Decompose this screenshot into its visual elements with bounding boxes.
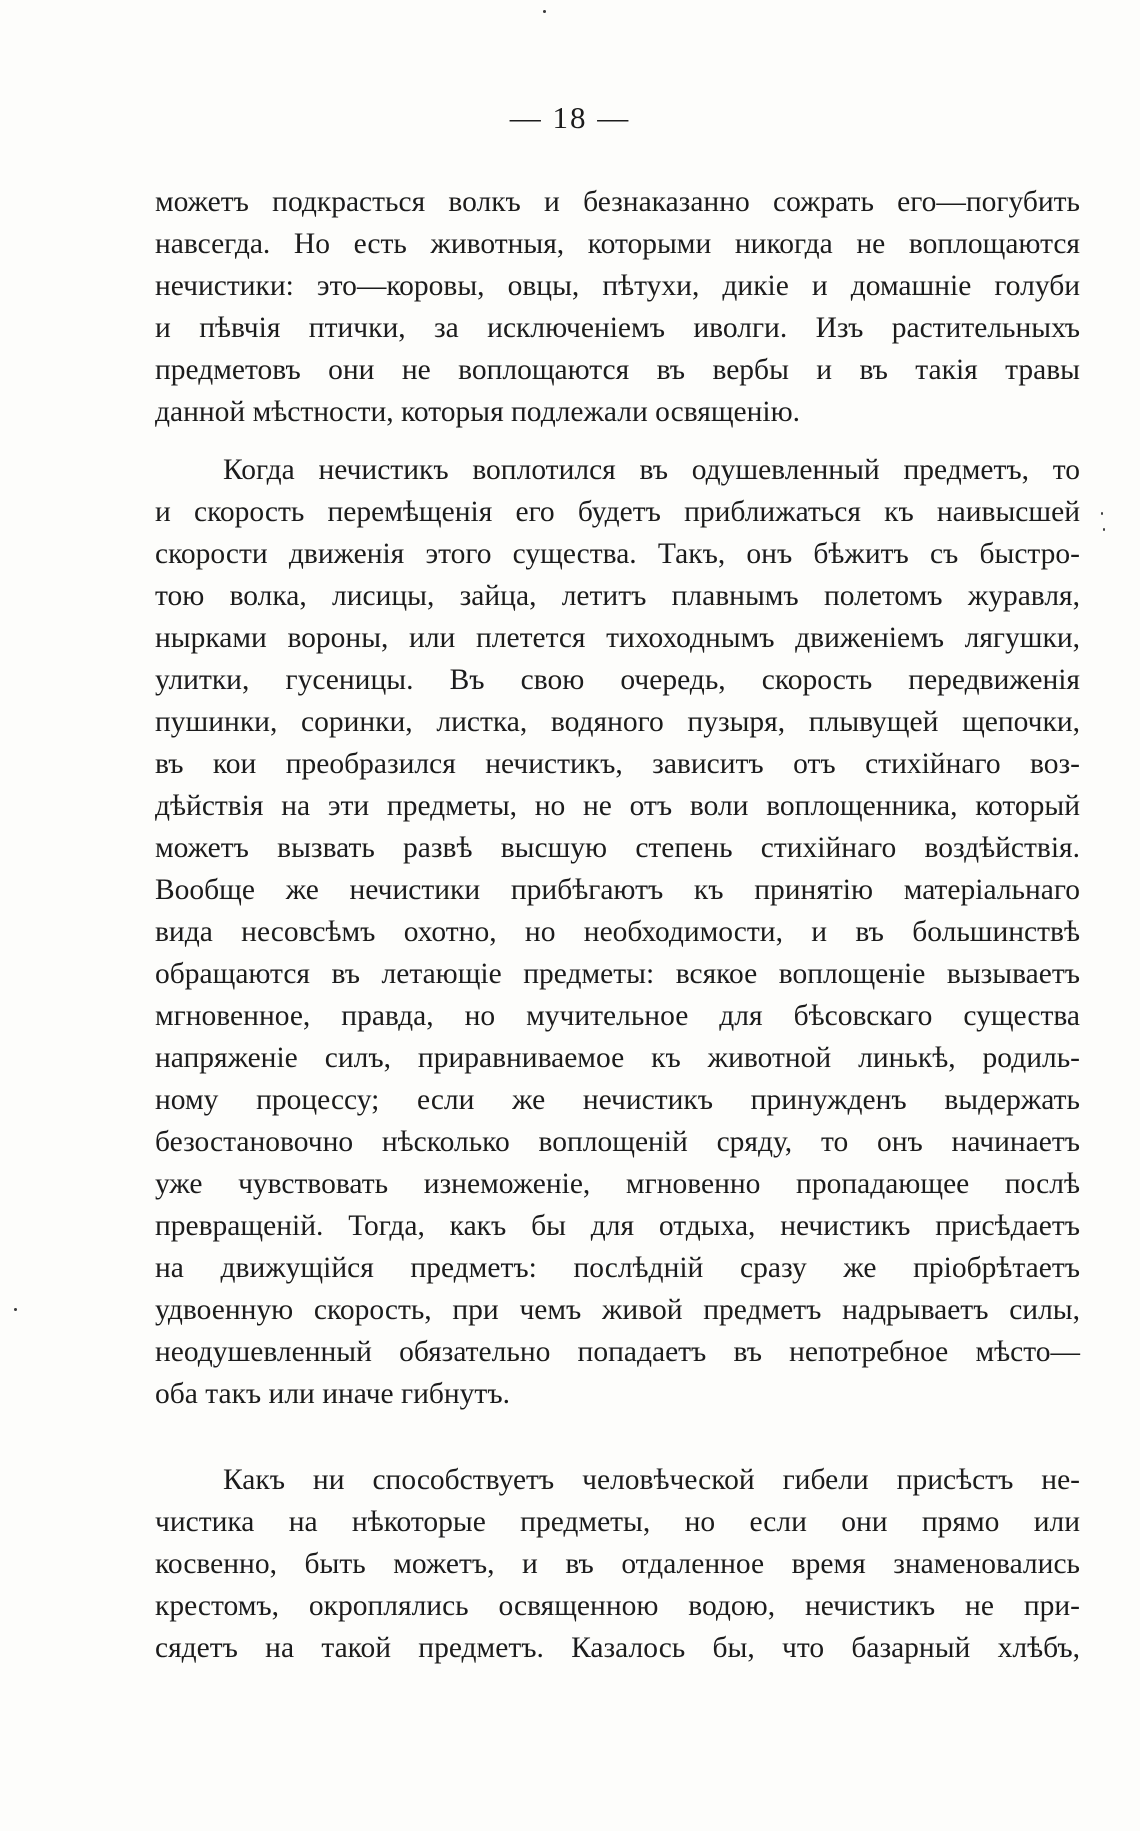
- text-line: мгновенное, правда, но мучительное для бѣсовскаго существа: [155, 1000, 1080, 1032]
- text-line: уже чувствовать изнеможеніе, мгновенно пропадающее послѣ: [155, 1168, 1080, 1200]
- text-line: превращеній. Тогда, какъ бы для отдыха, нечистикъ присѣдаетъ: [155, 1210, 1080, 1242]
- text-line: навсегда. Но есть животныя, которыми никогда не воплощаются: [155, 228, 1080, 260]
- text-line: оба такъ или иначе гибнутъ.: [155, 1378, 510, 1410]
- paragraph-1: [155, 181, 1080, 433]
- print-speck: [14, 1308, 17, 1311]
- text-line: вида несовсѣмъ охотно, но необходимости, и въ большинствѣ: [155, 916, 1080, 948]
- text-line: Когда нечистикъ воплотился въ одушевленный предметъ, то: [223, 454, 1080, 486]
- text-line: чистика на нѣкоторые предметы, но если они прямо или: [155, 1506, 1080, 1538]
- print-speck: [543, 10, 546, 13]
- text-line: на движущійся предметъ: послѣдній сразу же пріобрѣтаетъ: [155, 1252, 1080, 1284]
- page-number: — 18 —: [509, 100, 631, 135]
- text-line: скорости движенія этого существа. Такъ, онъ бѣжитъ съ быстро-: [155, 538, 1080, 570]
- text-line: улитки, гусеницы. Въ свою очередь, скорость передвиженія: [155, 664, 1080, 696]
- print-speck: [1101, 512, 1103, 515]
- text-line: сядетъ на такой предметъ. Казалось бы, что базарный хлѣбъ,: [155, 1632, 1080, 1664]
- paragraph-3: [155, 1459, 1080, 1669]
- print-speck: [1103, 528, 1105, 531]
- text-line: данной мѣстности, которыя подлежали освященію.: [155, 396, 801, 428]
- text-line: удвоенную скорость, при чемъ живой предметъ надрываетъ силы,: [155, 1294, 1080, 1326]
- text-line: и пѣвчія птички, за исключеніемъ иволги. Изъ растительныхъ: [155, 312, 1080, 344]
- text-line: въ кои преобразился нечистикъ, зависитъ отъ стихійнаго воз-: [155, 748, 1080, 780]
- text-line: Вообще же нечистики прибѣгаютъ къ принятію матеріальнаго: [155, 874, 1080, 906]
- text-line: дѣйствія на эти предметы, но не отъ воли воплощенника, который: [155, 790, 1080, 822]
- text-line: можетъ подкрасться волкъ и безнаказанно сожрать его—погубить: [155, 186, 1080, 218]
- text-line: нырками вороны, или плетется тихоходнымъ движеніемъ лягушки,: [155, 622, 1080, 654]
- paragraph-2: [155, 449, 1080, 1415]
- text-line: и скорость перемѣщенія его будетъ приближаться къ наивысшей: [155, 496, 1080, 528]
- text-line: предметовъ они не воплощаются въ вербы и въ такія травы: [155, 354, 1080, 386]
- text-line: Какъ ни способствуетъ человѣческой гибели присѣстъ не-: [223, 1464, 1080, 1496]
- text-line: нечистики: это—коровы, овцы, пѣтухи, дикіе и домашніе голуби: [155, 270, 1080, 302]
- text-line: ному процессу; если же нечистикъ принужденъ выдержать: [155, 1084, 1080, 1116]
- text-line: напряженіе силъ, приравниваемое къ животной линькѣ, родиль-: [155, 1042, 1080, 1074]
- text-line: безостановочно нѣсколько воплощеній сряду, то онъ начинаетъ: [155, 1126, 1080, 1158]
- text-line: неодушевленный обязательно попадаетъ въ непотребное мѣсто—: [155, 1336, 1080, 1368]
- text-line: можетъ вызвать развѣ высшую степень стихійнаго воздѣйствія.: [155, 832, 1080, 864]
- text-line: обращаются въ летающіе предметы: всякое воплощеніе вызываетъ: [155, 958, 1080, 990]
- text-line: тою волка, лисицы, зайца, летитъ плавнымъ полетомъ журавля,: [155, 580, 1080, 612]
- text-line: пушинки, соринки, листка, водяного пузыря, плывущей щепочки,: [155, 706, 1080, 738]
- text-line: крестомъ, окроплялись освященною водою, нечистикъ не при-: [155, 1590, 1080, 1622]
- text-line: косвенно, быть можетъ, и въ отдаленное время знаменовались: [155, 1548, 1080, 1580]
